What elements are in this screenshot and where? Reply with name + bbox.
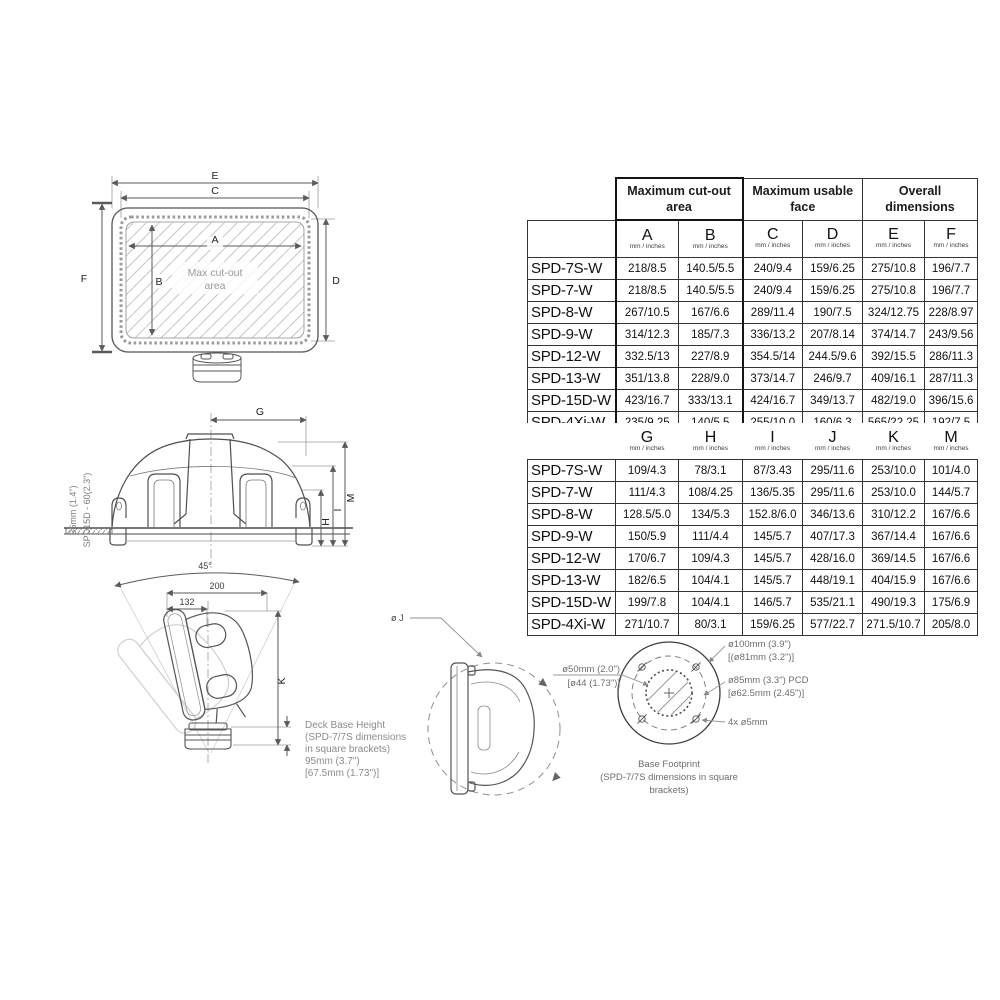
- dimension-value: 140.5/5.5: [679, 258, 743, 280]
- dimension-value: 374/14.7: [863, 324, 925, 346]
- dimension-value: 80/3.1: [679, 614, 743, 636]
- dimension-value: 146/5.7: [743, 592, 803, 614]
- dimension-value: 354.5/14: [743, 346, 803, 368]
- dimension-value: 128.5/5.0: [616, 504, 679, 526]
- note-line: (SPD-7/7S dimensions: [305, 732, 407, 743]
- table-row: [528, 592, 978, 614]
- dimension-value: 240/9.4: [743, 258, 803, 280]
- column-header-g: G mm / inches: [616, 423, 679, 460]
- dimension-value: 295/11.6: [803, 460, 863, 482]
- dimension-value: 218/8.5: [616, 280, 679, 302]
- model-name: SPD-13-W: [528, 368, 616, 390]
- model-name: SPD-13-W: [528, 570, 616, 592]
- model-name: SPD-7S-W: [528, 460, 616, 482]
- column-header-row: [528, 423, 978, 460]
- dimensions-table-cutout-face-overall: [527, 177, 978, 435]
- dimension-value: 286/11.3: [925, 346, 978, 368]
- panel-thickness-note-line1: 36mm (1.4"): [68, 485, 78, 535]
- dimension-value: 104/4.1: [679, 570, 743, 592]
- dimension-value: 267/10.5: [616, 302, 679, 324]
- center-cross: [664, 688, 674, 698]
- dimension-value: 295/11.6: [803, 482, 863, 504]
- dimension-value: 167/6.6: [925, 526, 978, 548]
- dimension-value: 150/5.9: [616, 526, 679, 548]
- dimension-value: 333/13.1: [679, 390, 743, 412]
- base-footprint-drawing: [520, 622, 880, 807]
- dimension-value: 253/10.0: [863, 460, 925, 482]
- dimension-value: 428/16.0: [803, 548, 863, 570]
- dimension-value: 271.5/10.7: [863, 614, 925, 636]
- column-header-d: D mm / inches: [803, 220, 863, 258]
- dimension-value: 373/14.7: [743, 368, 803, 390]
- column-header-k: K mm / inches: [863, 423, 925, 460]
- dim-label-g: G: [255, 406, 265, 418]
- dim-label-a: A: [211, 234, 219, 246]
- dim-label-j: ø J: [391, 613, 404, 623]
- dimension-value: 111/4.3: [616, 482, 679, 504]
- column-header-f: F mm / inches: [925, 220, 978, 258]
- max-cutout-label-line2: area: [204, 280, 226, 292]
- footprint-caption-line1: Base Footprint: [638, 759, 700, 770]
- dim-label-e: E: [211, 170, 219, 182]
- table-row: [528, 548, 978, 570]
- footprint-caption-line2: (SPD-7/7S dimensions in square: [600, 772, 738, 783]
- dimension-value: 101/4.0: [925, 460, 978, 482]
- dim-label-i: I: [332, 508, 344, 512]
- dimension-value: 199/7.8: [616, 592, 679, 614]
- dimension-value: 167/6.6: [925, 570, 978, 592]
- dimension-value: 144/5.7: [925, 482, 978, 504]
- note-line: in square brackets): [305, 744, 391, 755]
- dimension-value: 207/8.14: [803, 324, 863, 346]
- inner-dia-label-line2: [ø44 (1.73")]: [567, 678, 620, 689]
- dimension-value: 577/22.7: [803, 614, 863, 636]
- dimension-value: 275/10.8: [863, 258, 925, 280]
- group-header-overall-dimensions: Overall dimensions: [863, 178, 978, 220]
- table-row: [528, 390, 978, 412]
- model-name: SPD-4Xi-W: [528, 614, 616, 636]
- dim-label-h: H: [320, 518, 332, 526]
- column-header-h: H mm / inches: [679, 423, 743, 460]
- dimension-value: 159/6.25: [803, 280, 863, 302]
- note-line: 95mm (3.7"): [305, 756, 360, 767]
- dim-label-132: 132: [179, 597, 195, 607]
- dimension-value: 190/7.5: [803, 302, 863, 324]
- dimension-value: 289/11.4: [743, 302, 803, 324]
- table-row: [528, 570, 978, 592]
- group-header-max-usable-face: Maximum usable face: [743, 178, 863, 220]
- dimension-value: 243/9.56: [925, 324, 978, 346]
- dimension-value: 448/19.1: [803, 570, 863, 592]
- inner-dia-label-line1: ø50mm (2.0"): [562, 664, 620, 675]
- dimension-value: 136/5.35: [743, 482, 803, 504]
- table-row: [528, 280, 978, 302]
- model-name: SPD-12-W: [528, 548, 616, 570]
- dimension-value: 409/16.1: [863, 368, 925, 390]
- group-header-row: [528, 178, 978, 220]
- deck-panel: [64, 528, 353, 534]
- outer-dia-label-line2: [(ø81mm (3.2")]: [728, 652, 795, 663]
- ghost-position: [114, 601, 244, 737]
- mount-knob: [193, 353, 241, 382]
- dimension-value: 253/10.0: [863, 482, 925, 504]
- dimension-value: 404/15.9: [863, 570, 925, 592]
- dimension-value: 175/6.9: [925, 592, 978, 614]
- dimension-value: 351/13.8: [616, 368, 679, 390]
- dimension-value: 218/8.5: [616, 258, 679, 280]
- dimension-value: 159/6.25: [803, 258, 863, 280]
- dimension-value: 185/7.3: [679, 324, 743, 346]
- bolt-holes-label: 4x ø5mm: [728, 717, 768, 728]
- model-name: SPD-15D-W: [528, 390, 616, 412]
- dimension-value: 535/21.1: [803, 592, 863, 614]
- note-line: [67.5mm (1.73")]: [305, 768, 380, 779]
- display-tilted: [162, 596, 263, 729]
- note-line: Deck Base Height: [305, 720, 386, 731]
- dimension-value: 244.5/9.6: [803, 346, 863, 368]
- footprint-caption-line3: brackets): [649, 785, 689, 796]
- dimension-value: 109/4.3: [679, 548, 743, 570]
- dim-label-200: 200: [209, 581, 225, 591]
- dimension-value: 482/19.0: [863, 390, 925, 412]
- dimension-value: 424/16.7: [743, 390, 803, 412]
- dimension-value: 170/6.7: [616, 548, 679, 570]
- dimension-value: 287/11.3: [925, 368, 978, 390]
- dimension-value: 407/17.3: [803, 526, 863, 548]
- dimension-value: 111/4.4: [679, 526, 743, 548]
- pcd-label-line1: ø85mm (3.3") PCD: [728, 675, 809, 686]
- dimension-value: 336/13.2: [743, 324, 803, 346]
- dimension-value: 140.5/5.5: [679, 280, 743, 302]
- table-row: [528, 482, 978, 504]
- dimension-value: 152.8/6.0: [743, 504, 803, 526]
- dimension-value: 205/8.0: [925, 614, 978, 636]
- model-name: SPD-12-W: [528, 346, 616, 368]
- panel-thickness-note-line2: SPD15D - 60(2.3"): [82, 472, 92, 548]
- dimension-value: 167/6.6: [925, 504, 978, 526]
- model-name: SPD-7-W: [528, 482, 616, 504]
- dimension-value: 369/14.5: [863, 548, 925, 570]
- dimension-value: 396/15.6: [925, 390, 978, 412]
- column-header-row: [528, 220, 978, 258]
- dimension-value: 490/19.3: [863, 592, 925, 614]
- column-header-c: C mm / inches: [743, 220, 803, 258]
- dimension-value: 240/9.4: [743, 280, 803, 302]
- dimension-value: 310/12.2: [863, 504, 925, 526]
- dimension-value: 332.5/13: [616, 346, 679, 368]
- dimension-value: 271/10.7: [616, 614, 679, 636]
- dimension-value: 182/6.5: [616, 570, 679, 592]
- group-header-max-cutout: Maximum cut-out area: [616, 178, 743, 220]
- dimension-value: 145/5.7: [743, 570, 803, 592]
- dimension-value: 228/8.97: [925, 302, 978, 324]
- table-row: [528, 346, 978, 368]
- max-cutout-label-line1: Max cut-out: [187, 267, 243, 279]
- table-row: [528, 504, 978, 526]
- dimension-value: 167/6.6: [925, 548, 978, 570]
- dimension-value: 349/13.7: [803, 390, 863, 412]
- table-row: [528, 324, 978, 346]
- dimension-value: 134/5.3: [679, 504, 743, 526]
- dimension-value: 392/15.5: [863, 346, 925, 368]
- column-header-i: I mm / inches: [743, 423, 803, 460]
- column-header-b: B mm / inches: [679, 220, 743, 258]
- dimension-value: 314/12.3: [616, 324, 679, 346]
- table-row: [528, 460, 978, 482]
- model-name: SPD-15D-W: [528, 592, 616, 614]
- model-name: SPD-7-W: [528, 280, 616, 302]
- table-row: [528, 368, 978, 390]
- dimension-value: 196/7.7: [925, 258, 978, 280]
- dimension-value: 108/4.25: [679, 482, 743, 504]
- dim-label-f: F: [80, 273, 88, 285]
- model-name: SPD-8-W: [528, 302, 616, 324]
- dim-label-c: C: [211, 185, 219, 197]
- dimension-value: 423/16.7: [616, 390, 679, 412]
- dimension-value: 228/9.0: [679, 368, 743, 390]
- table-row: [528, 302, 978, 324]
- model-name: SPD-9-W: [528, 324, 616, 346]
- dimension-value: 104/4.1: [679, 592, 743, 614]
- front-view-drawing: [55, 158, 365, 403]
- dimension-value: 367/14.4: [863, 526, 925, 548]
- dimension-value: 78/3.1: [679, 460, 743, 482]
- dimension-value: 167/6.6: [679, 302, 743, 324]
- column-header-e: E mm / inches: [863, 220, 925, 258]
- dimension-value: 87/3.43: [743, 460, 803, 482]
- dim-label-m: M: [345, 493, 357, 503]
- dimensions-table-g-to-m: [527, 423, 978, 636]
- dimension-value: 159/6.25: [743, 614, 803, 636]
- column-header-m: M mm / inches: [925, 423, 978, 460]
- dim-label-k: K: [276, 677, 288, 685]
- pcd-label-line2: [ø62.5mm (2.45")]: [728, 688, 805, 699]
- table-row: [528, 526, 978, 548]
- model-name: SPD-9-W: [528, 526, 616, 548]
- dimension-value: 246/9.7: [803, 368, 863, 390]
- dimension-value: 196/7.7: [925, 280, 978, 302]
- column-header-a: A mm / inches: [616, 220, 679, 258]
- column-header-j: J mm / inches: [803, 423, 863, 460]
- dimension-value: 145/5.7: [743, 526, 803, 548]
- dim-label-b: B: [155, 276, 163, 288]
- dim-label-d: D: [332, 275, 340, 287]
- dimension-value: 227/8.9: [679, 346, 743, 368]
- tilt-view-drawing: [85, 553, 325, 813]
- dimension-value: 109/4.3: [616, 460, 679, 482]
- model-name: SPD-8-W: [528, 504, 616, 526]
- dimension-value: 324/12.75: [863, 302, 925, 324]
- dimension-value: 346/13.6: [803, 504, 863, 526]
- tilt-angle-label: 45°: [198, 561, 212, 571]
- dimension-value: 145/5.7: [743, 548, 803, 570]
- model-name: SPD-7S-W: [528, 258, 616, 280]
- outer-dia-label-line1: ø100mm (3.9"): [728, 639, 792, 650]
- table-row: [528, 258, 978, 280]
- dimension-value: 275/10.8: [863, 280, 925, 302]
- table-row: [528, 614, 978, 636]
